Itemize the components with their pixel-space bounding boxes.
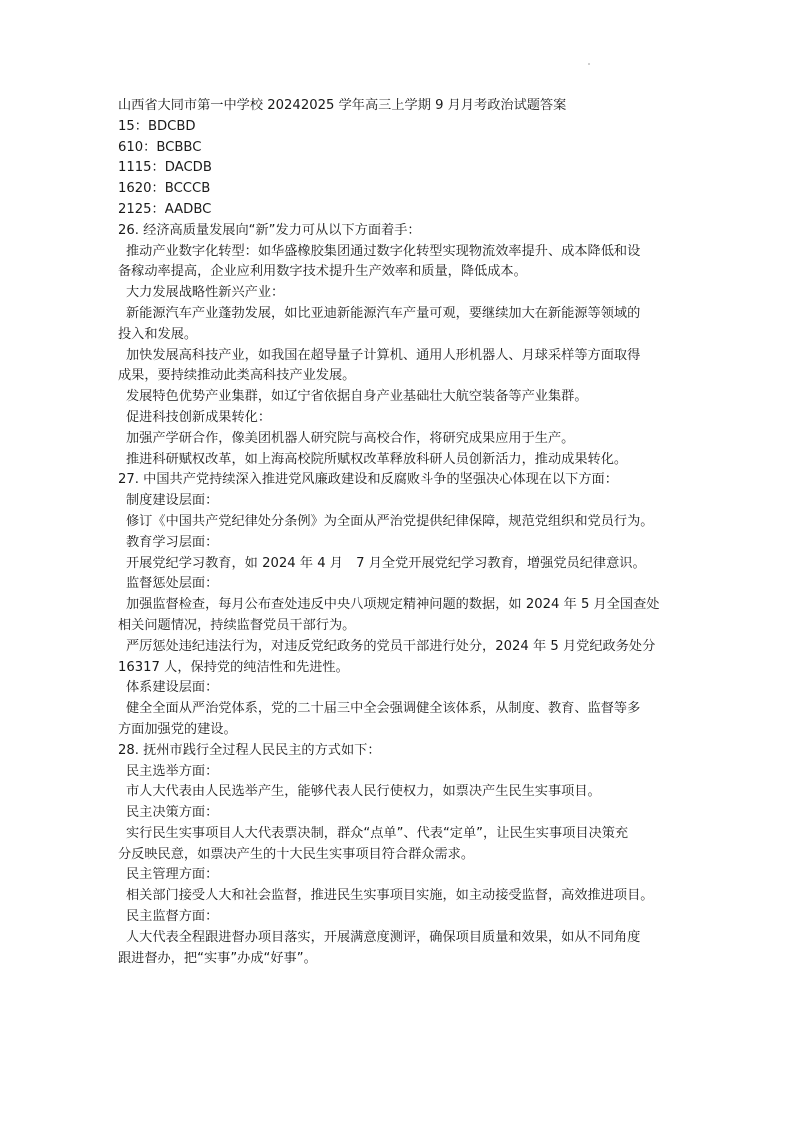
scan-dot-mark bbox=[588, 63, 590, 65]
text-line: 发展特色优势产业集群，如辽宁省依据自身产业基础壮大航空装备等产业集群。 bbox=[126, 389, 588, 405]
text-line: 民主监督方面： bbox=[126, 909, 219, 925]
text-line: 修订《中国共产党纪律处分条例》为全面从严治党提供纪律保障，规范党组织和党员行为。 bbox=[126, 513, 654, 529]
answer-document bbox=[118, 96, 678, 969]
answer-line-16-20: 1620：BCCCB bbox=[118, 181, 211, 197]
answer-line-1-5: 15：BDCBD bbox=[118, 118, 196, 134]
text-line: 方面加强党的建设。 bbox=[118, 721, 237, 737]
text-line: 跟进督办，把“实事”办成“好事”。 bbox=[118, 950, 317, 966]
text-line: 严厉惩处违纪违法行为，对违反党纪政务的党员干部进行处分，2024 年 5 月党纪政务处分 bbox=[126, 638, 656, 654]
text-line: 备稼动率提高，企业应利用数字技术提升生产效率和质量，降低成本。 bbox=[118, 264, 527, 280]
text-line: 成果，要持续推动此类高科技产业发展。 bbox=[118, 368, 356, 384]
essay-answers bbox=[118, 221, 678, 970]
text-line: 实行民生实事项目人大代表票决制，群众“点单”、代表“定单”，让民生实事项目决策充 bbox=[126, 825, 629, 841]
answer-list bbox=[118, 117, 678, 221]
text-line: 26. 经济高质量发展向“新”发力可从以下方面着手： bbox=[118, 222, 421, 238]
text-line: 16317 人，保持党的纯洁性和先进性。 bbox=[118, 659, 349, 675]
text-line: 民主管理方面： bbox=[126, 867, 219, 883]
text-line: 加强产学研合作，像美团机器人研究院与高校合作，将研究成果应用于生产。 bbox=[126, 430, 575, 446]
text-line: 健全全面从严治党体系，党的二十届三中全会强调健全该体系，从制度、教育、监督等多 bbox=[126, 701, 641, 717]
text-line: 市人大代表由人民选举产生，能够代表人民行使权力，如票决产生民生实事项目。 bbox=[126, 784, 601, 800]
text-line: 加快发展高科技产业，如我国在超导量子计算机、通用人形机器人、月球采样等方面取得 bbox=[126, 347, 641, 363]
text-line: 新能源汽车产业蓬勃发展，如比亚迪新能源汽车产量可观，要继续加大在新能源等领域的 bbox=[126, 305, 641, 321]
text-line: 投入和发展。 bbox=[118, 326, 198, 342]
text-line: 民主决策方面： bbox=[126, 805, 219, 821]
text-line: 促进科技创新成果转化： bbox=[126, 409, 272, 425]
text-line: 分反映民意，如票决产生的十大民生实事项目符合群众需求。 bbox=[118, 846, 475, 862]
text-line: 相关问题情况，持续监督党员干部行为。 bbox=[118, 617, 356, 633]
text-line: 大力发展战略性新兴产业： bbox=[126, 285, 285, 301]
text-line: 制度建设层面： bbox=[126, 493, 219, 509]
answer-line-11-15: 1115：DACDB bbox=[118, 160, 212, 176]
text-line: 27. 中国共产党持续深入推进党风廉政建设和反腐败斗争的坚强决心体现在以下方面： bbox=[118, 472, 618, 488]
text-line: 监督惩处层面： bbox=[126, 576, 219, 592]
text-line: 开展党纪学习教育，如 2024 年 4 月 7 月全党开展党纪学习教育，增强党员纪律意识。 bbox=[126, 555, 646, 571]
text-line: 人大代表全程跟进督办项目落实，开展满意度测评，确保项目质量和效果，如从不同角度 bbox=[126, 929, 641, 945]
text-line: 相关部门接受人大和社会监督，推进民生实事项目实施，如主动接受监督，高效推进项目。 bbox=[126, 888, 654, 904]
text-line: 推进科研赋权改革，如上海高校院所赋权改革释放科研人员创新活力，推动成果转化。 bbox=[126, 451, 628, 467]
answer-line-21-25: 2125：AADBC bbox=[118, 201, 212, 217]
text-line: 28. 抚州市践行全过程人民民主的方式如下： bbox=[118, 742, 381, 758]
text-line: 体系建设层面： bbox=[126, 680, 219, 696]
text-line: 教育学习层面： bbox=[126, 534, 219, 550]
document-title: 山西省大同市第一中学校 20242025 学年高三上学期 9 月月考政治试题答案 bbox=[118, 98, 567, 113]
text-line: 加强监督检查，每月公布查处违反中央八项规定精神问题的数据，如 2024 年 5 月全国查处 bbox=[126, 597, 660, 613]
text-line: 推动产业数字化转型：如华盛橡胶集团通过数字化转型实现物流效率提升、成本降低和设 bbox=[126, 243, 641, 259]
text-line: 民主选举方面： bbox=[126, 763, 219, 779]
answer-line-6-10: 610：BCBBC bbox=[118, 139, 202, 155]
